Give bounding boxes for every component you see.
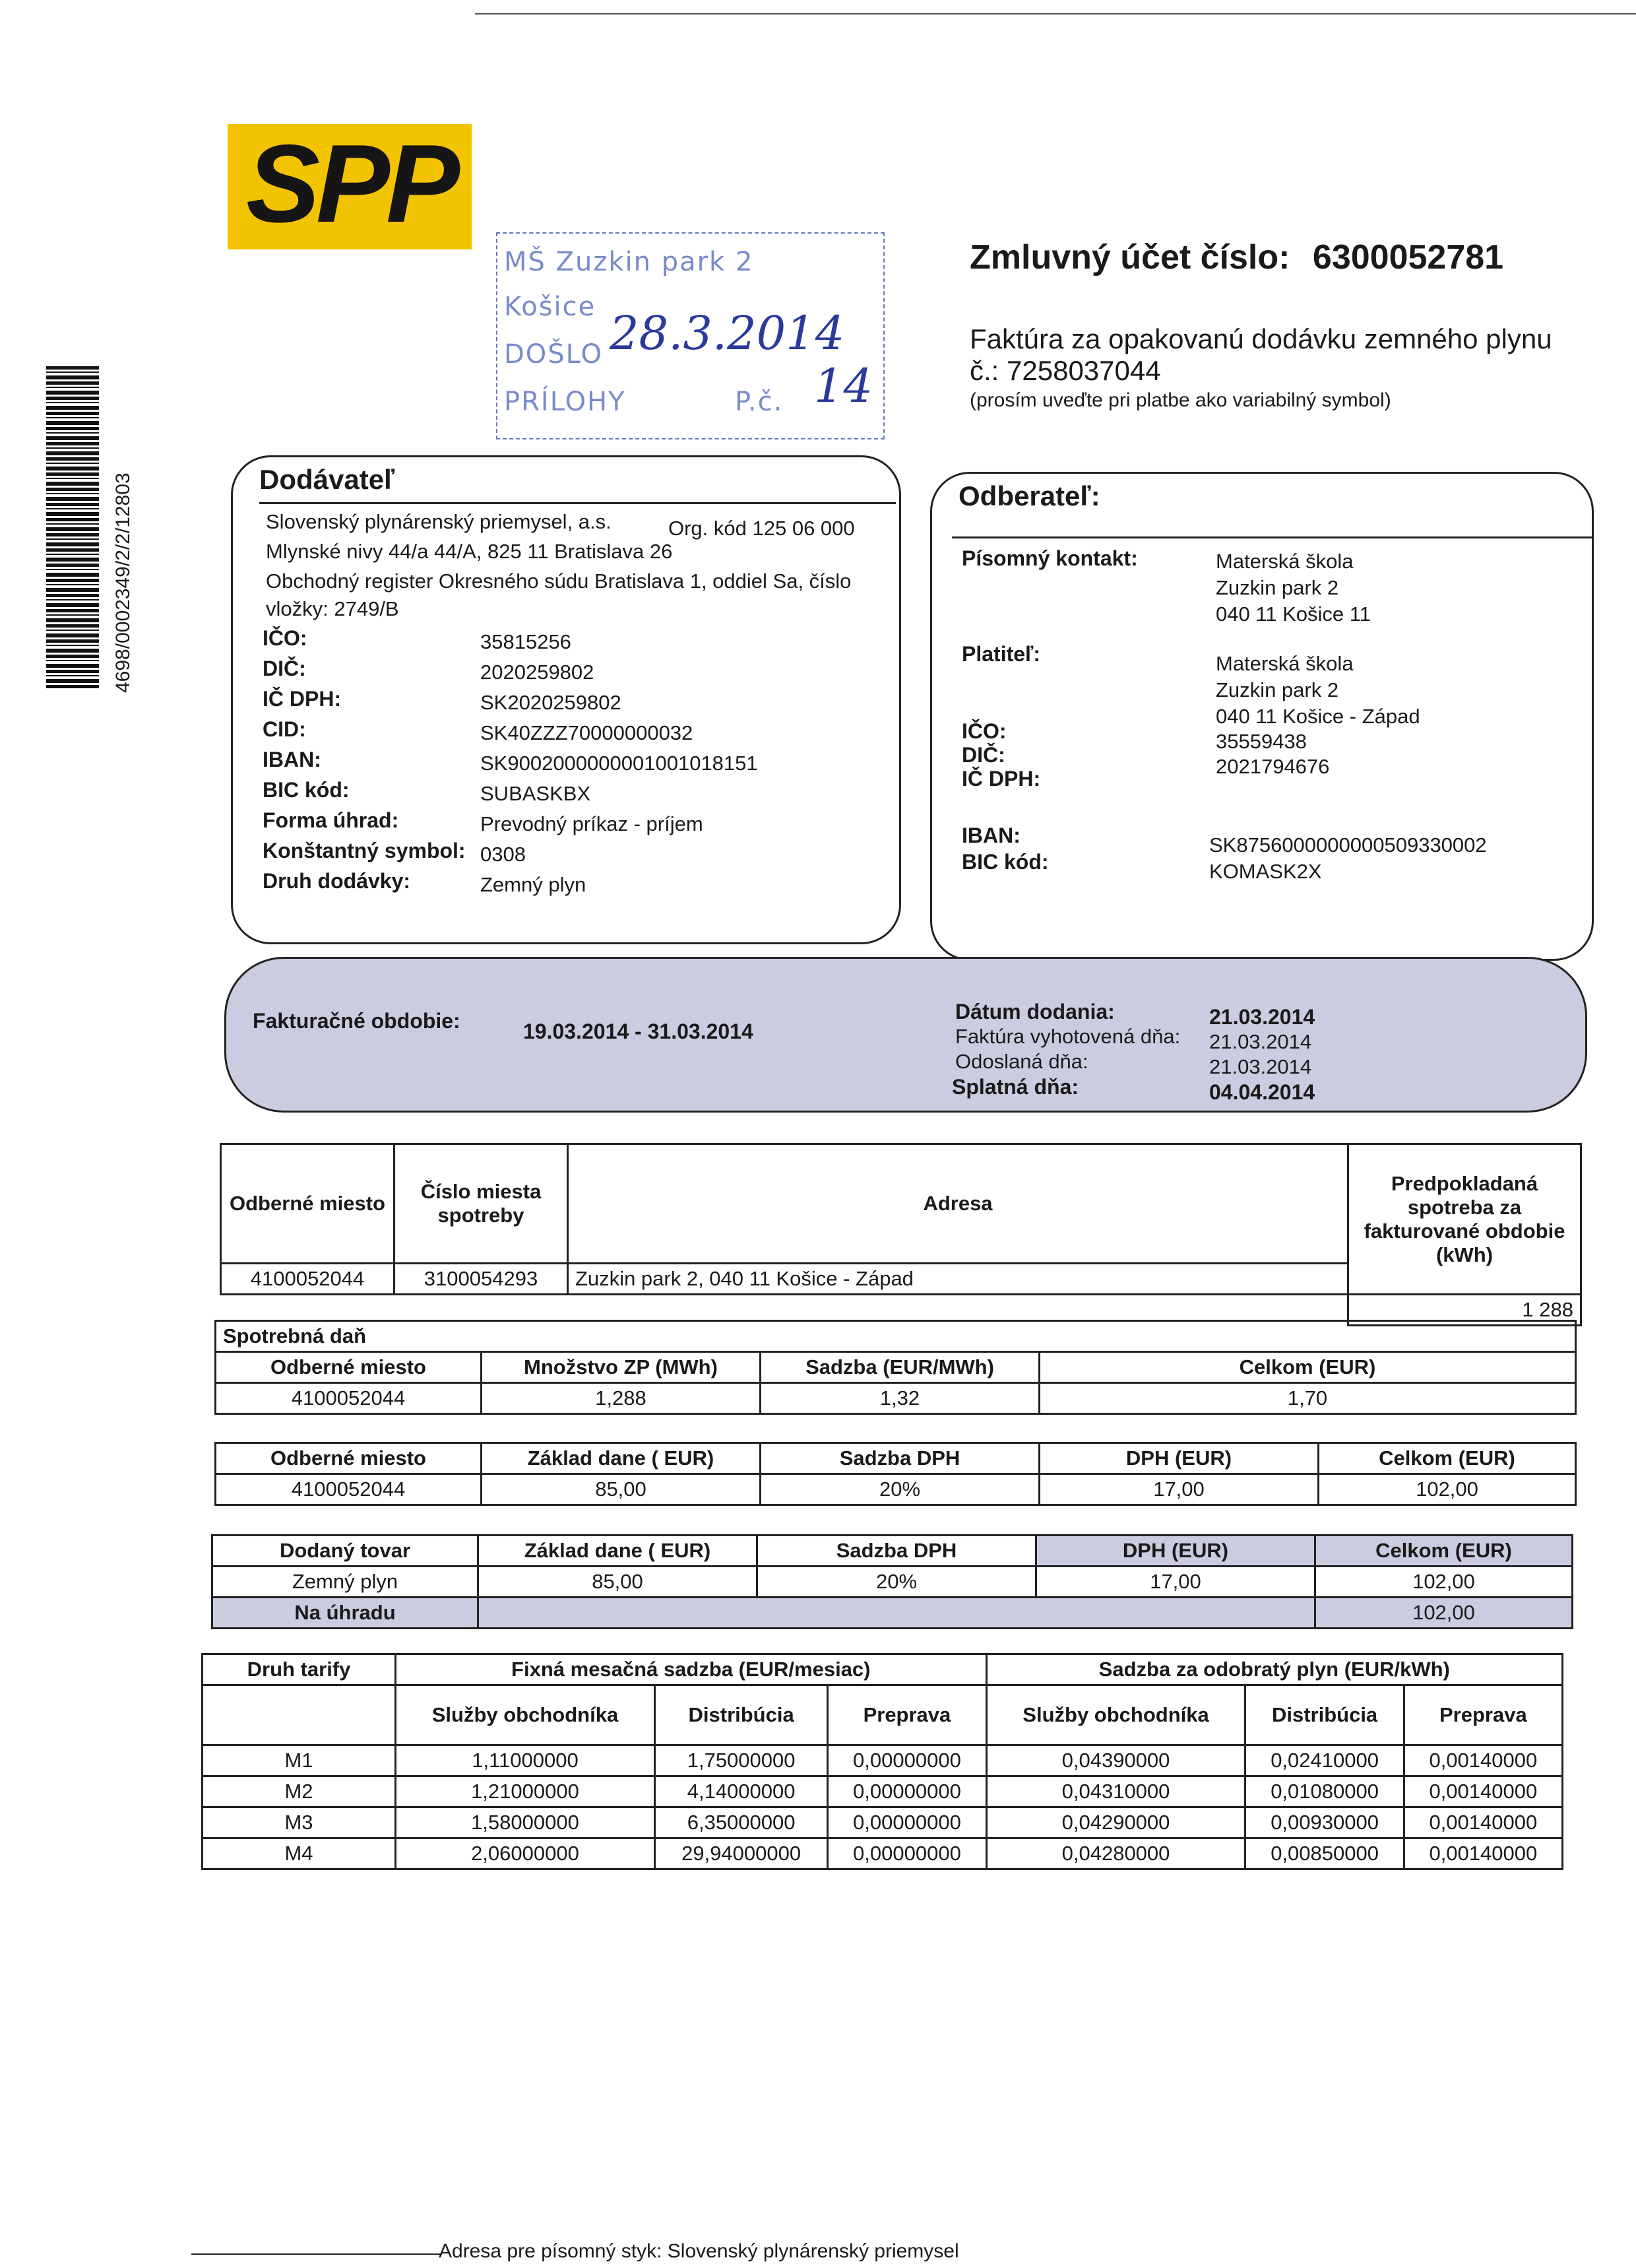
tariff-value: 1,11000000 — [396, 1745, 655, 1776]
period-label: Fakturačné obdobie: — [253, 1009, 460, 1033]
tariff-sub-2: Distribúcia — [654, 1685, 827, 1745]
billing-period-box — [224, 957, 1587, 1113]
tariff-value: 0,00000000 — [828, 1807, 986, 1838]
tariff-value: 0,00930000 — [1245, 1807, 1404, 1838]
place-c2: 3100054293 — [394, 1264, 568, 1295]
customer-box — [930, 472, 1594, 961]
tariff-value: 0,04310000 — [986, 1776, 1245, 1807]
supplier-ico-label: IČO: — [263, 626, 307, 650]
invoice-no-label: č.: — [970, 355, 999, 386]
customer-contact-line2: Zuzkin park 2 — [1216, 576, 1339, 599]
customer-contact-line3: 040 11 Košice 11 — [1216, 602, 1371, 626]
account-number: 6300052781 — [1312, 238, 1504, 276]
supplier-iban-value: SK9002000000001001018151 — [480, 752, 758, 775]
goods-c1: Zemný plyn — [212, 1567, 478, 1598]
tariff-name: M4 — [203, 1838, 396, 1869]
stamp-line2: Košice — [504, 292, 596, 322]
tariff-value: 0,00000000 — [828, 1838, 986, 1869]
tariff-value: 0,00850000 — [1245, 1838, 1404, 1869]
customer-bic-label: BIC kód: — [962, 850, 1049, 874]
customer-dic-label: DIČ: — [962, 743, 1005, 767]
supplier-payment-label: Forma úhrad: — [263, 808, 399, 832]
tariff-value: 0,00140000 — [1404, 1838, 1562, 1869]
supplier-address: Mlynské nivy 44/a 44/A, 825 11 Bratislava 26 — [266, 540, 673, 563]
amount-due-value: 102,00 — [1315, 1598, 1573, 1629]
delivery-date-value: 21.03.2014 — [1209, 1005, 1315, 1029]
customer-bic-value: KOMASK2X — [1209, 860, 1322, 883]
supplier-const-symbol-label: Konštantný symbol: — [263, 839, 466, 862]
supplier-bic-label: BIC kód: — [263, 778, 350, 802]
excise-h2: Množstvo ZP (MWh) — [482, 1352, 761, 1383]
vat-c2: 85,00 — [482, 1474, 761, 1505]
due-date-value: 04.04.2014 — [1209, 1080, 1315, 1104]
tariff-table — [201, 1653, 1563, 1870]
goods-c2: 85,00 — [478, 1567, 757, 1598]
tariff-h-type: Druh tarify — [203, 1654, 396, 1685]
invoice-title-block — [970, 323, 1616, 387]
tariff-value: 1,58000000 — [396, 1807, 655, 1838]
stamp-attachments-label: PRÍLOHY — [504, 387, 626, 417]
vat-c5: 102,00 — [1319, 1474, 1576, 1505]
supplier-ico-value: 35815256 — [480, 630, 571, 653]
vat-c4: 17,00 — [1040, 1474, 1319, 1505]
supplier-iban-label: IBAN: — [263, 748, 321, 771]
barcode — [46, 366, 99, 690]
tariff-sub-5: Distribúcia — [1245, 1685, 1404, 1745]
goods-h3: Sadzba DPH — [757, 1536, 1036, 1567]
goods-c3: 20% — [757, 1567, 1036, 1598]
supplier-bic-value: SUBASKBX — [480, 782, 591, 805]
excise-c2: 1,288 — [482, 1383, 761, 1414]
place-c1: 4100052044 — [221, 1264, 394, 1295]
supplier-const-symbol-value: 0308 — [480, 843, 526, 866]
stamp-received-date: 28.3.2014 — [610, 306, 845, 360]
supplier-dic-value: 2020259802 — [480, 661, 594, 684]
customer-icdph-label: IČ DPH: — [962, 767, 1041, 791]
customer-payer-label: Platiteľ: — [962, 642, 1041, 666]
tariff-value: 0,04290000 — [986, 1807, 1245, 1838]
stamp-line1: MŠ Zuzkin park 2 — [504, 247, 754, 277]
vat-h1: Odberné miesto — [216, 1443, 482, 1474]
customer-contact-label: Písomný kontakt: — [962, 546, 1138, 570]
vat-c1: 4100052044 — [216, 1474, 482, 1505]
vat-h5: Celkom (EUR) — [1319, 1443, 1576, 1474]
tariff-value: 0,00140000 — [1404, 1776, 1562, 1807]
tariff-sub-6: Preprava — [1404, 1685, 1562, 1745]
excise-c4: 1,70 — [1040, 1383, 1576, 1414]
customer-payer-line2: Zuzkin park 2 — [1216, 678, 1339, 701]
place-h3: Adresa — [568, 1144, 1348, 1264]
tariff-value: 29,94000000 — [654, 1838, 827, 1869]
supplier-box — [231, 455, 901, 944]
excise-c3: 1,32 — [761, 1383, 1040, 1414]
customer-payer-line3: 040 11 Košice - Západ — [1216, 705, 1420, 728]
supplier-name: Slovenský plynárenský priemysel, a.s. — [266, 510, 612, 533]
supplier-delivery-type-value: Zemný plyn — [480, 873, 586, 896]
issued-date-label: Faktúra vyhotovená dňa: — [955, 1025, 1181, 1048]
supplier-heading: Dodávateľ — [259, 464, 395, 495]
tariff-row — [203, 1776, 1563, 1807]
excise-h4: Celkom (EUR) — [1040, 1352, 1576, 1383]
customer-iban-label: IBAN: — [962, 824, 1021, 847]
supplier-icdph-value: SK2020259802 — [480, 691, 621, 714]
account-label: Zmluvný účet číslo: — [970, 238, 1290, 276]
supplier-payment-value: Prevodný príkaz - príjem — [480, 812, 703, 835]
barcode-text: 4698/0002349/2/2/12803 — [112, 472, 134, 693]
sent-date-value: 21.03.2014 — [1209, 1055, 1312, 1078]
stamp-pc-label: P.č. — [735, 387, 784, 417]
tariff-sub-1: Služby obchodníka — [396, 1685, 655, 1745]
tariff-value: 1,75000000 — [654, 1745, 827, 1776]
tariff-h-rate: Sadzba za odobratý plyn (EUR/kWh) — [986, 1654, 1562, 1685]
tariff-value: 0,02410000 — [1245, 1745, 1404, 1776]
supplier-delivery-type-label: Druh dodávky: — [263, 869, 411, 893]
stamp-received-label: DOŠLO — [504, 339, 604, 370]
amount-due-label: Na úhradu — [212, 1598, 478, 1629]
excise-h3: Sadzba (EUR/MWh) — [761, 1352, 1040, 1383]
excise-h1: Odberné miesto — [216, 1352, 482, 1383]
tariff-value: 0,00000000 — [828, 1745, 986, 1776]
excise-table — [214, 1320, 1577, 1415]
delivery-date-label: Dátum dodania: — [955, 1000, 1115, 1023]
tariff-value: 0,00000000 — [828, 1776, 986, 1807]
tariff-name: M3 — [203, 1807, 396, 1838]
goods-table — [211, 1534, 1573, 1629]
tariff-value: 0,04280000 — [986, 1838, 1245, 1869]
customer-ico-label: IČO: — [962, 719, 1007, 743]
issued-date-value: 21.03.2014 — [1209, 1030, 1312, 1053]
tariff-name: M1 — [203, 1745, 396, 1776]
tariff-name: M2 — [203, 1776, 396, 1807]
vat-h3: Sadzba DPH — [761, 1443, 1040, 1474]
consumption-place-table — [220, 1143, 1582, 1326]
tariff-value: 6,35000000 — [654, 1807, 827, 1838]
tariff-value: 0,01080000 — [1245, 1776, 1404, 1807]
place-h4: Predpokladaná spotreba za fakturované obdobie (kWh) — [1348, 1144, 1581, 1295]
tariff-value: 0,00140000 — [1404, 1745, 1562, 1776]
spp-logo: SPP — [228, 124, 472, 249]
tariff-sub-4: Služby obchodníka — [986, 1685, 1245, 1745]
tariff-sub-3: Preprava — [828, 1685, 986, 1745]
customer-contact-line1: Materská škola — [1216, 550, 1354, 573]
invoice-number: 7258037044 — [1007, 355, 1161, 386]
supplier-cid-value: SK40ZZZ70000000032 — [480, 721, 693, 744]
goods-c4: 17,00 — [1036, 1567, 1315, 1598]
tariff-h-fixed: Fixná mesačná sadzba (EUR/mesiac) — [396, 1654, 987, 1685]
excise-c1: 4100052044 — [216, 1383, 482, 1414]
supplier-register2: vložky: 2749/B — [266, 597, 399, 620]
stamp-pc-value: 14 — [814, 359, 873, 413]
place-c4: 1 288 — [1348, 1295, 1581, 1326]
invoice-note: (prosím uveďte pri platbe ako variabilný symbol) — [970, 389, 1391, 411]
customer-dic-value: 2021794676 — [1216, 755, 1330, 778]
vat-table — [214, 1442, 1577, 1506]
scan-edge-line — [475, 13, 1636, 15]
footer-text: Adresa pre písomný styk: Slovenský plynárenský priemysel — [439, 2240, 959, 2262]
customer-ico-value: 35559438 — [1216, 730, 1307, 753]
footer-rule — [191, 2253, 442, 2255]
goods-c5: 102,00 — [1315, 1567, 1573, 1598]
customer-payer-line1: Materská škola — [1216, 652, 1354, 675]
supplier-org-code: Org. kód 125 06 000 — [668, 517, 855, 540]
supplier-dic-label: DIČ: — [263, 657, 306, 680]
goods-h5: Celkom (EUR) — [1315, 1536, 1573, 1567]
vat-h2: Základ dane ( EUR) — [482, 1443, 761, 1474]
tariff-row — [203, 1838, 1563, 1869]
invoice-title: Faktúra za opakovanú dodávku zemného plynu — [970, 323, 1552, 354]
goods-h2: Základ dane ( EUR) — [478, 1536, 757, 1567]
tariff-value: 2,06000000 — [396, 1838, 655, 1869]
tariff-value: 4,14000000 — [654, 1776, 827, 1807]
customer-heading: Odberateľ: — [959, 480, 1100, 511]
place-h2: Číslo miesta spotreby — [394, 1144, 568, 1264]
sent-date-label: Odoslaná dňa: — [955, 1050, 1088, 1073]
place-c3: Zuzkin park 2, 040 11 Košice - Západ — [568, 1264, 1348, 1295]
supplier-icdph-label: IČ DPH: — [263, 687, 342, 711]
tariff-row — [203, 1745, 1563, 1776]
goods-h4: DPH (EUR) — [1036, 1536, 1315, 1567]
excise-title: Spotrebná daň — [216, 1321, 1576, 1352]
tariff-value: 1,21000000 — [396, 1776, 655, 1807]
due-date-label: Splatná dňa: — [952, 1075, 1079, 1099]
period-value: 19.03.2014 - 31.03.2014 — [523, 1020, 753, 1043]
tariff-row — [203, 1807, 1563, 1838]
vat-c3: 20% — [761, 1474, 1040, 1505]
tariff-value: 0,00140000 — [1404, 1807, 1562, 1838]
supplier-register: Obchodný register Okresného súdu Bratislava 1, oddiel Sa, číslo — [266, 569, 852, 593]
account-heading — [970, 238, 1503, 277]
tariff-value: 0,04390000 — [986, 1745, 1245, 1776]
vat-h4: DPH (EUR) — [1040, 1443, 1319, 1474]
customer-iban-value: SK8756000000000509330002 — [1209, 833, 1487, 857]
supplier-cid-label: CID: — [263, 717, 306, 741]
place-h1: Odberné miesto — [221, 1144, 394, 1264]
goods-h1: Dodaný tovar — [212, 1536, 478, 1567]
received-stamp — [496, 232, 885, 439]
